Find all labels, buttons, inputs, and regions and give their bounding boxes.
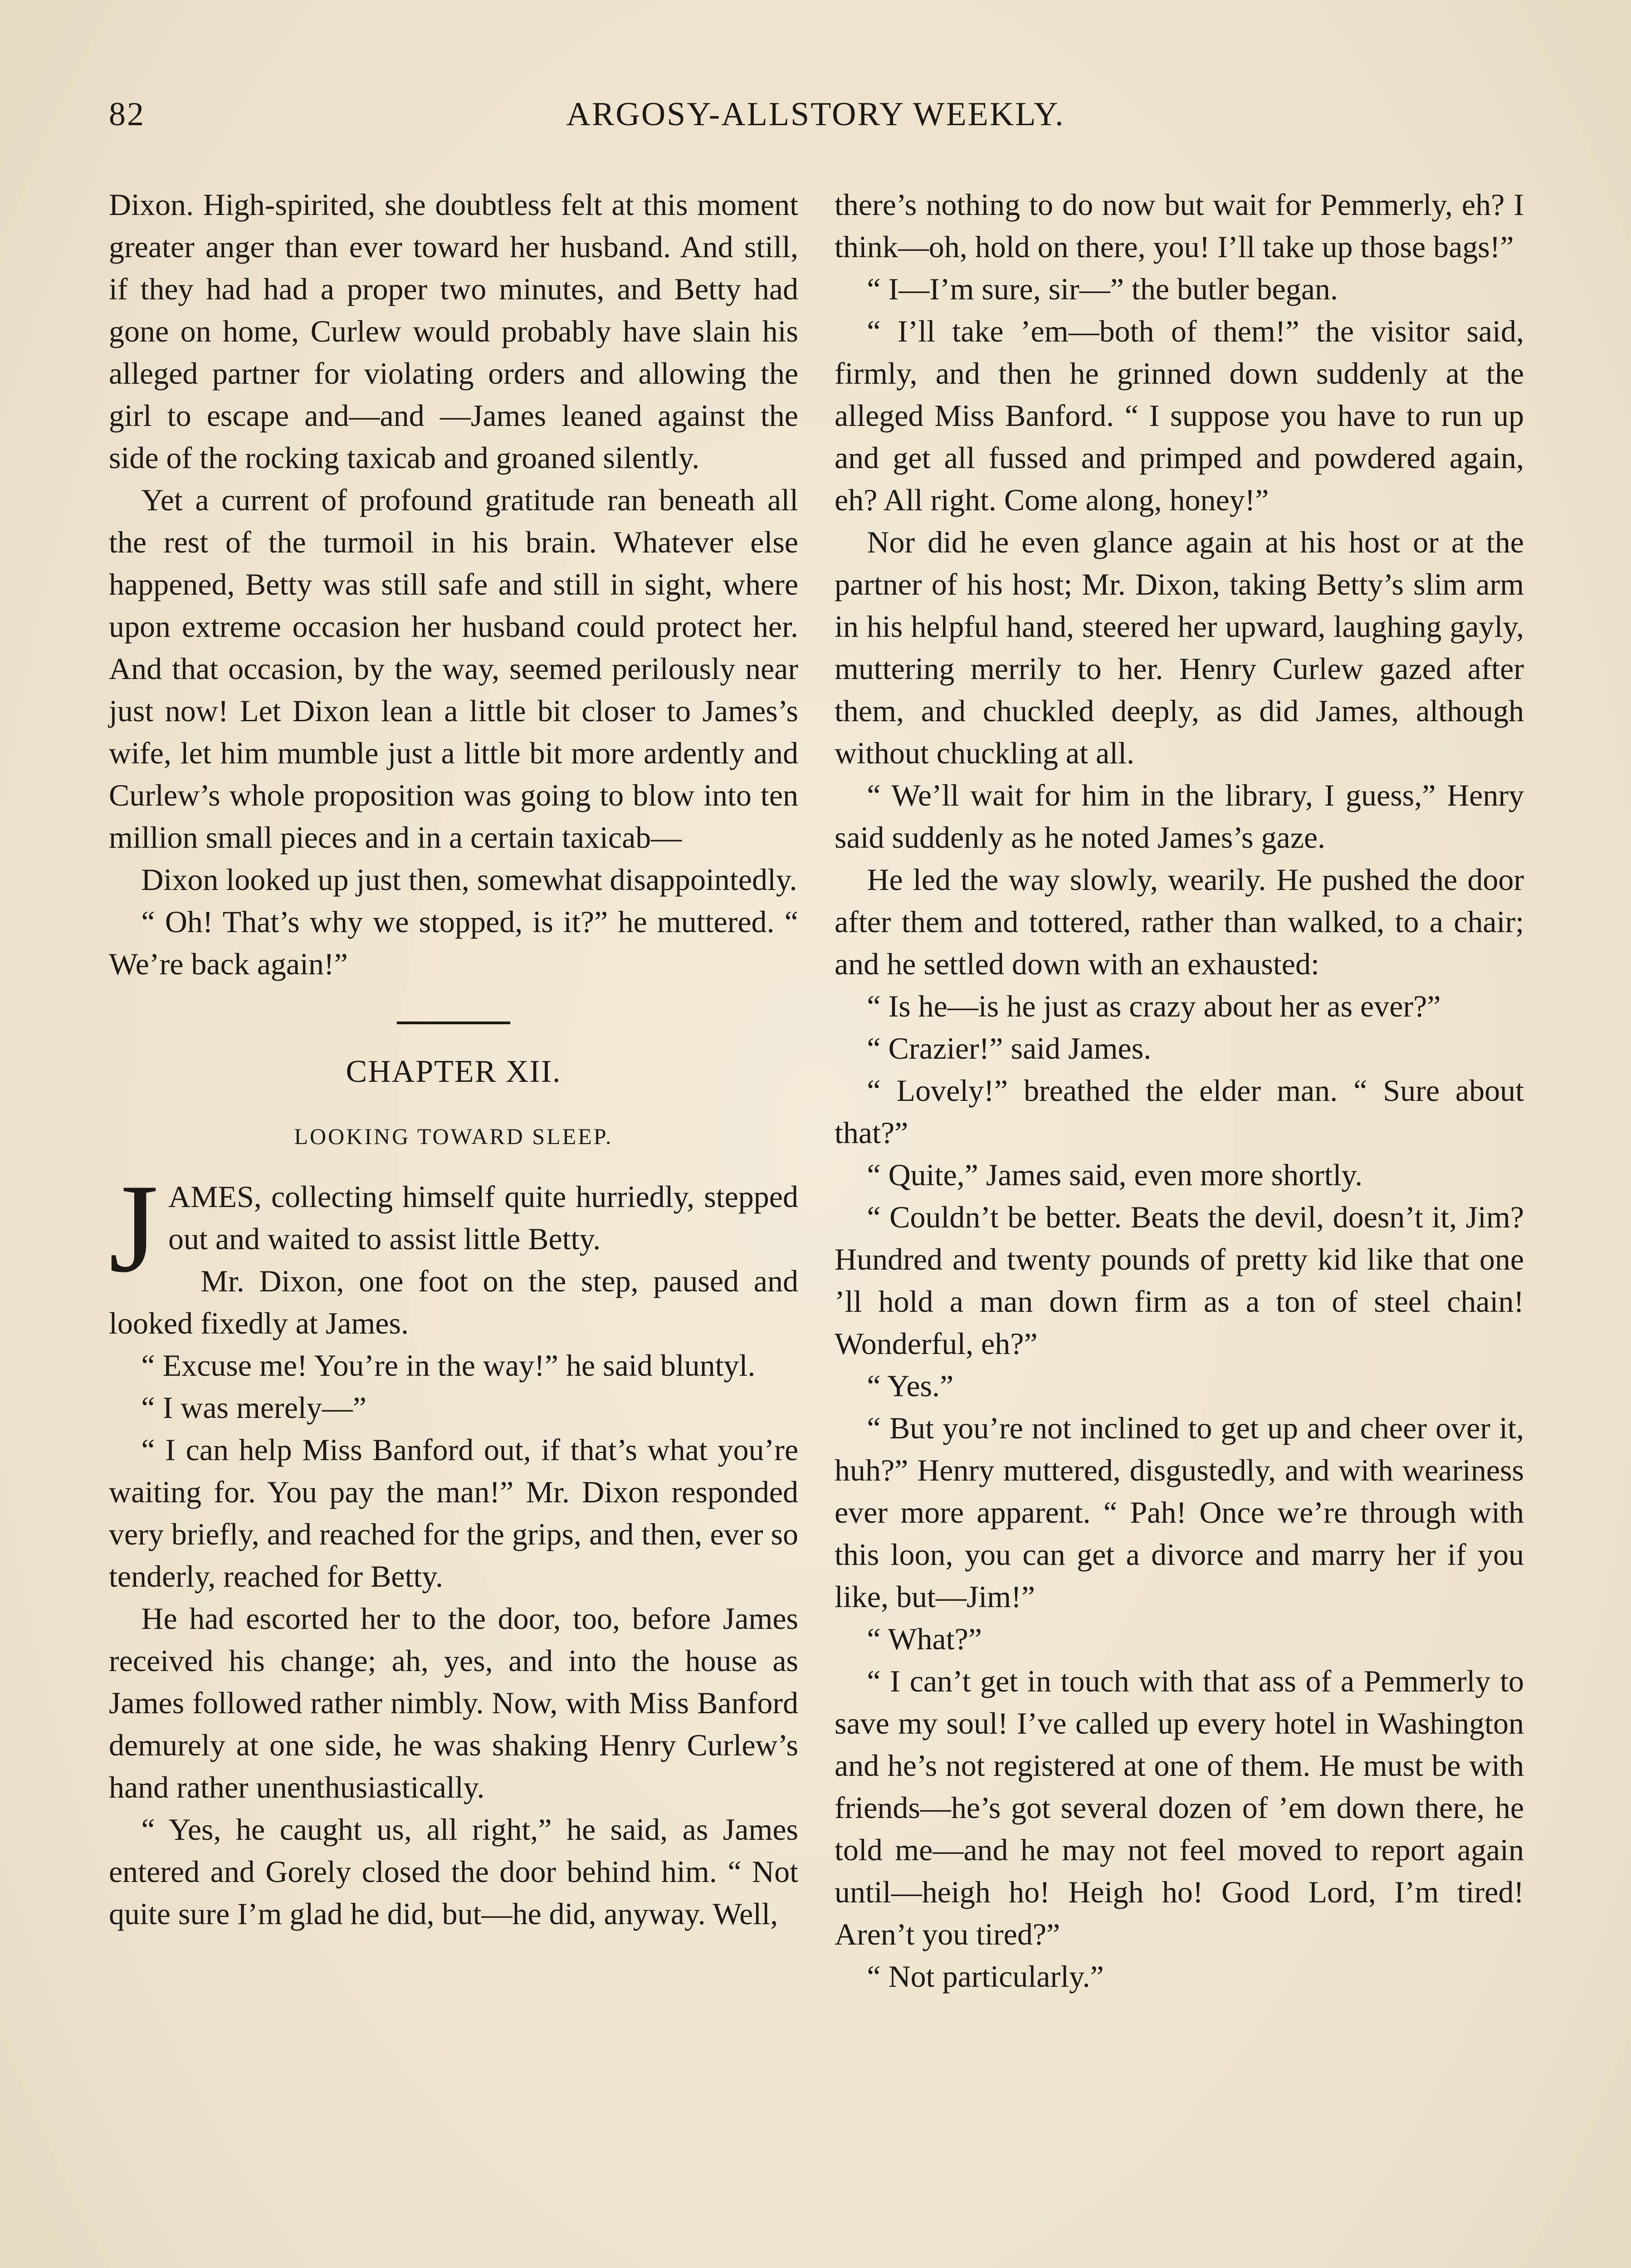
- paragraph: He had escorted her to the door, too, before James received his change; ah, yes, and into the house as James followed rather nimbly. Now, with Miss Banford demurely at one side, he was shaking Henry Curlew’s hand rather unenthusiastically.: [109, 1601, 798, 1804]
- paragraph: “ We’ll wait for him in the library, I guess,” Henry said suddenly as he noted James’s gaze.: [835, 778, 1524, 855]
- paragraph: there’s nothing to do now but wait for Pemmerly, eh? I think—oh, hold on there, you! I’ll take up those bags!”: [835, 187, 1524, 264]
- paragraph: “ I can’t get in touch with that ass of a Pemmerly to save my soul! I’ve called up every hotel in Washington and he’s not registered at one of them. He must be with friends—he’s got several dozen of ’em down there, he told me—and he may not feel moved to report again until—heigh ho! Heigh ho! Good Lord, I’m tired! Aren’t you tired?”: [835, 1664, 1524, 1951]
- paragraph: “ Oh! That’s why we stopped, is it?” he muttered. “ We’re back again!”: [109, 904, 798, 981]
- page-number: 82: [109, 96, 145, 133]
- paragraph: “ I was merely—”: [141, 1390, 366, 1425]
- paragraph: “ I can help Miss Banford out, if that’s what you’re waiting for. You pay the man!” Mr. Dixon responded very briefly, and reached for the grips, and then, ever so tenderly, reached for Betty.: [109, 1432, 798, 1593]
- paragraph: “ What?”: [867, 1622, 982, 1656]
- paragraph: “ I’ll take ’em—both of them!” the visitor said, firmly, and then he grinned down suddenly at the alleged Miss Banford. “ I suppose you have to run up and get all fussed and primped and powdered again, eh? All right. Come along, honey!”: [835, 314, 1524, 517]
- opening-text: AMES, collecting himself quite hurriedly, stepped out and waited to assist little Betty.: [168, 1179, 798, 1256]
- paragraph: “ Lovely!” breathed the elder man. “ Sure about that?”: [835, 1073, 1524, 1150]
- paragraph: “ Yes, he caught us, all right,” he said, as James entered and Gorely closed the door behind him. “ Not quite sure I’m glad he did, but—he did, anyway. Well,: [109, 1812, 798, 1931]
- paragraph: “ But you’re not inclined to get up and cheer over it, huh?” Henry muttered, disgustedly, and with weariness ever more apparent. “ Pah! Once we’re through with this loon, you can get a divorce and marry her if you like, but—Jim!”: [835, 1411, 1524, 1614]
- paragraph: Mr. Dixon, one foot on the step, paused and looked fixedly at James.: [109, 1264, 798, 1340]
- running-head: ARGOSY-ALLSTORY WEEKLY.: [566, 96, 1065, 133]
- paragraph: “ Couldn’t be better. Beats the devil, doesn’t it, Jim? Hundred and twenty pounds of pretty kid like that one ’ll hold a man down firm as a ton of steel chain! Wonderful, eh?”: [835, 1200, 1524, 1361]
- paragraph: “ Yes.”: [867, 1369, 954, 1403]
- section-divider: [397, 1022, 510, 1024]
- page-header: [109, 95, 1522, 145]
- chapter-title: CHAPTER XII.: [346, 1054, 562, 1089]
- paragraph: “ Excuse me! You’re in the way!” he said bluntyl.: [141, 1348, 756, 1383]
- paragraph: Dixon. High-spirited, she doubtless felt at this moment greater anger than ever toward her husband. And still, if they had had a proper two minutes, and Betty had gone on home, Curlew would probably have slain his alleged partner for violating orders and allowing the girl to escape and—and —James leaned against the side of the rocking taxicab and groaned silently.: [109, 187, 798, 475]
- paragraph: Yet a current of profound gratitude ran beneath all the rest of the turmoil in his brain. Whatever else happened, Betty was still safe and still in sight, where upon extreme occasion her husband could protect her. And that occasion, by the way, seemed perilously near just now! Let Dixon lean a little bit closer to James’s wife, let him mumble just a little bit more ardently and Curlew’s whole proposition was going to blow into ten million small pieces and in a certain taxicab—: [109, 483, 798, 855]
- chapter-opening-paragraph: [109, 1158, 798, 1299]
- right-column: [835, 184, 1524, 1998]
- paragraph: He led the way slowly, wearily. He pushed the door after them and tottered, rather than walked, to a chair; and he settled down with an exhausted:: [835, 862, 1524, 981]
- paragraph: “ Not particularly.”: [867, 1959, 1104, 1994]
- paragraph: “ I—I’m sure, sir—” the butler began.: [867, 272, 1338, 306]
- paragraph: Nor did he even glance again at his host or at the partner of his host; Mr. Dixon, taking Betty’s slim arm in his helpful hand, steered her upward, laughing gayly, muttering merrily to her. Henry Curlew gazed after them, and chuckled deeply, as did James, although without chuckling at all.: [835, 525, 1524, 770]
- paragraph: “ Quite,” James said, even more shortly.: [867, 1158, 1363, 1192]
- paragraph: “ Is he—is he just as crazy about her as ever?”: [867, 989, 1441, 1023]
- paragraph: Dixon looked up just then, somewhat disappointedly.: [141, 862, 797, 897]
- left-column: [109, 184, 798, 1935]
- chapter-subtitle: LOOKING TOWARD SLEEP.: [294, 1124, 613, 1149]
- drop-cap: J: [109, 1158, 158, 1299]
- paragraph: “ Crazier!” said James.: [867, 1031, 1152, 1066]
